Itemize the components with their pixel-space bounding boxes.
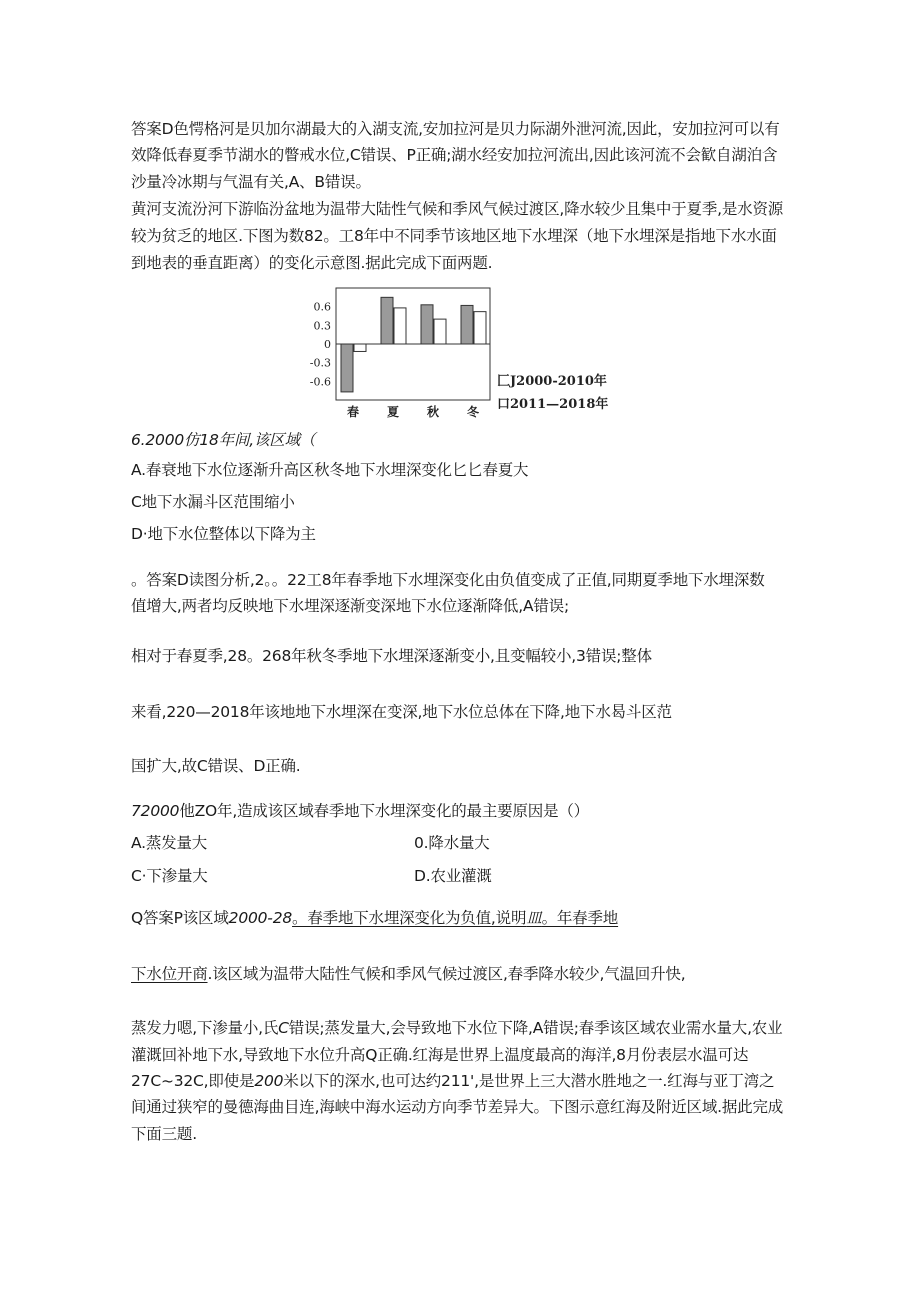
bar-2011-2018-秋 <box>434 319 446 344</box>
legend-item-2000-2010: 匚J2000-2010年 <box>497 374 607 389</box>
answer-7-line-6: 间通过狭窄的曼德海曲目连,海峡中海水运动方向季节差异大。下图示意红海及附近区域.据此完成 <box>131 1098 784 1116</box>
bar-2000-2010-秋 <box>421 305 433 344</box>
x-category-label: 夏 <box>386 405 400 419</box>
question-6-stem: 6.2000仿18年间,该区域（ <box>131 431 316 449</box>
bar-2000-2010-夏 <box>381 297 393 344</box>
answer-paragraph-line: 沙量冷冰期与气温有关,A、B错误。 <box>131 173 371 191</box>
answer-7-line-3 <box>131 1018 782 1038</box>
y-tick-label: -0.3 <box>309 356 331 370</box>
groundwater-depth-bar-chart <box>300 285 500 425</box>
intro-paragraph-line: 黄河支流汾河下游临汾盆地为温带大陆性气候和季风气候过渡区,降水较少且集中于夏季,是水资源 <box>131 200 784 218</box>
intro-paragraph-line: 到地表的垂直距离）的变化示意图.据此完成下面两题. <box>131 254 493 272</box>
x-category-label: 秋 <box>426 405 440 419</box>
answer-7-line-7: 下面三题. <box>131 1125 197 1143</box>
question-7-option-d: D.农业灌溉 <box>414 867 492 885</box>
answer-7-underlined-text: 下水位开商 <box>131 965 208 983</box>
answer-7-text: Q答案P该区域 <box>131 909 229 927</box>
answer-6-line: 来看,220—2018年该地地下水埋深在变深,地下水位总体在下降,地下水曷斗区范 <box>131 703 672 721</box>
answer-7-year-range: 2000-28 <box>228 909 293 927</box>
y-tick-label: 0.3 <box>313 319 331 333</box>
y-tick-label: 0.6 <box>313 300 331 314</box>
question-7-stem <box>131 801 589 821</box>
question-7-options-row-1 <box>131 833 490 853</box>
question-6-option-a: A.春衰地下水位逐渐升高区秋冬地下水埋深变化匕匕春夏大 <box>131 461 529 479</box>
answer-6-line: 国扩大,故C错误、D正确. <box>131 757 301 775</box>
answer-7-underlined-text: 。年春季地 <box>541 909 619 927</box>
answer-paragraph-line: 答案D色愕格河是贝加尔湖最大的入湖支流,安加拉河是贝力际湖外泄河流,因此，安加拉河可以有 <box>131 120 780 138</box>
answer-7-line-5 <box>131 1071 774 1091</box>
intro-paragraph-line: 较为贫乏的地区.下图为数82。工8年中不同季节该地区地下水埋深（地下水埋深是指地下水水面 <box>131 227 777 245</box>
red-sea-text: 27C~32C,即使是 <box>131 1072 255 1090</box>
bar-2000-2010-冬 <box>461 305 473 344</box>
answer-7-line-2 <box>131 964 685 984</box>
bar-2000-2010-春 <box>341 344 353 392</box>
question-7-option-a: A.蒸发量大 <box>131 834 208 852</box>
y-tick-label: -0.6 <box>309 375 331 389</box>
red-sea-text: 米以下的深水,也可达约211',是世界上三大潜水胜地之一.红海与亚丁湾之 <box>283 1072 775 1090</box>
answer-7-underlined-text: 。春季地下水埋深变化为负值,说明 <box>292 909 527 927</box>
answer-7-text: C <box>278 1019 289 1037</box>
legend-item-2011-2018: 口2011—2018年 <box>497 397 609 412</box>
y-tick-label: 0 <box>324 338 331 351</box>
question-7-number: 72000 <box>131 802 180 820</box>
bar-2011-2018-春 <box>354 344 366 351</box>
red-sea-depth: 200 <box>254 1072 284 1090</box>
bar-2011-2018-夏 <box>394 308 406 344</box>
question-7-options-row-2 <box>131 866 492 886</box>
answer-7-text: 蒸发力嗯,下渗量小,氏 <box>131 1019 279 1037</box>
answer-7-line-1 <box>131 908 618 928</box>
question-7-option-c: C·下渗量大 <box>131 867 208 885</box>
answer-6-line: 。答案D读图分析,2。。22工8年春季地下水埋深变化由负值变成了正值,同期夏季地下水埋深数 <box>131 571 765 589</box>
bar-2011-2018-冬 <box>474 312 486 344</box>
question-7-text: 他ZO年,造成该区域春季地下水埋深变化的最主要原因是（） <box>179 802 589 820</box>
question-6-option-d: D·地下水位整体以下降为主 <box>131 525 316 543</box>
answer-7-underlined-text: 皿 <box>526 909 542 927</box>
x-category-label: 冬 <box>466 405 480 419</box>
question-7-option-b: 0.降水量大 <box>414 834 490 852</box>
answer-6-line: 相对于春夏季,28。268年秋冬季地下水埋深逐渐变小,且变幅较小,3错误;整体 <box>131 647 652 665</box>
x-category-label: 春 <box>346 405 360 419</box>
answer-7-line-4: 灌溉回补地下水,导致地下水位升高Q正确.红海是世界上温度最高的海洋,8月份表层水温可达 <box>131 1046 749 1064</box>
question-6-option-c: C地下水漏斗区范围缩小 <box>131 493 295 511</box>
answer-7-text: .该区域为温带大陆性气候和季风气候过渡区,春季降水较少,气温回升快, <box>207 965 686 983</box>
answer-paragraph-line: 效降低春夏季节湖水的瞥戒水位,C错误、P正确;湖水经安加拉河流出,因此该河流不会歓自湖泊含 <box>131 146 778 164</box>
answer-6-line: 值增大,两者均反映地下水埋深逐渐变深地下水位逐渐降低,A错误; <box>131 597 569 615</box>
answer-7-text: 错误;蒸发量大,会导致地下水位下降,A错误;春季该区域农业需水量大,农业 <box>288 1019 783 1037</box>
